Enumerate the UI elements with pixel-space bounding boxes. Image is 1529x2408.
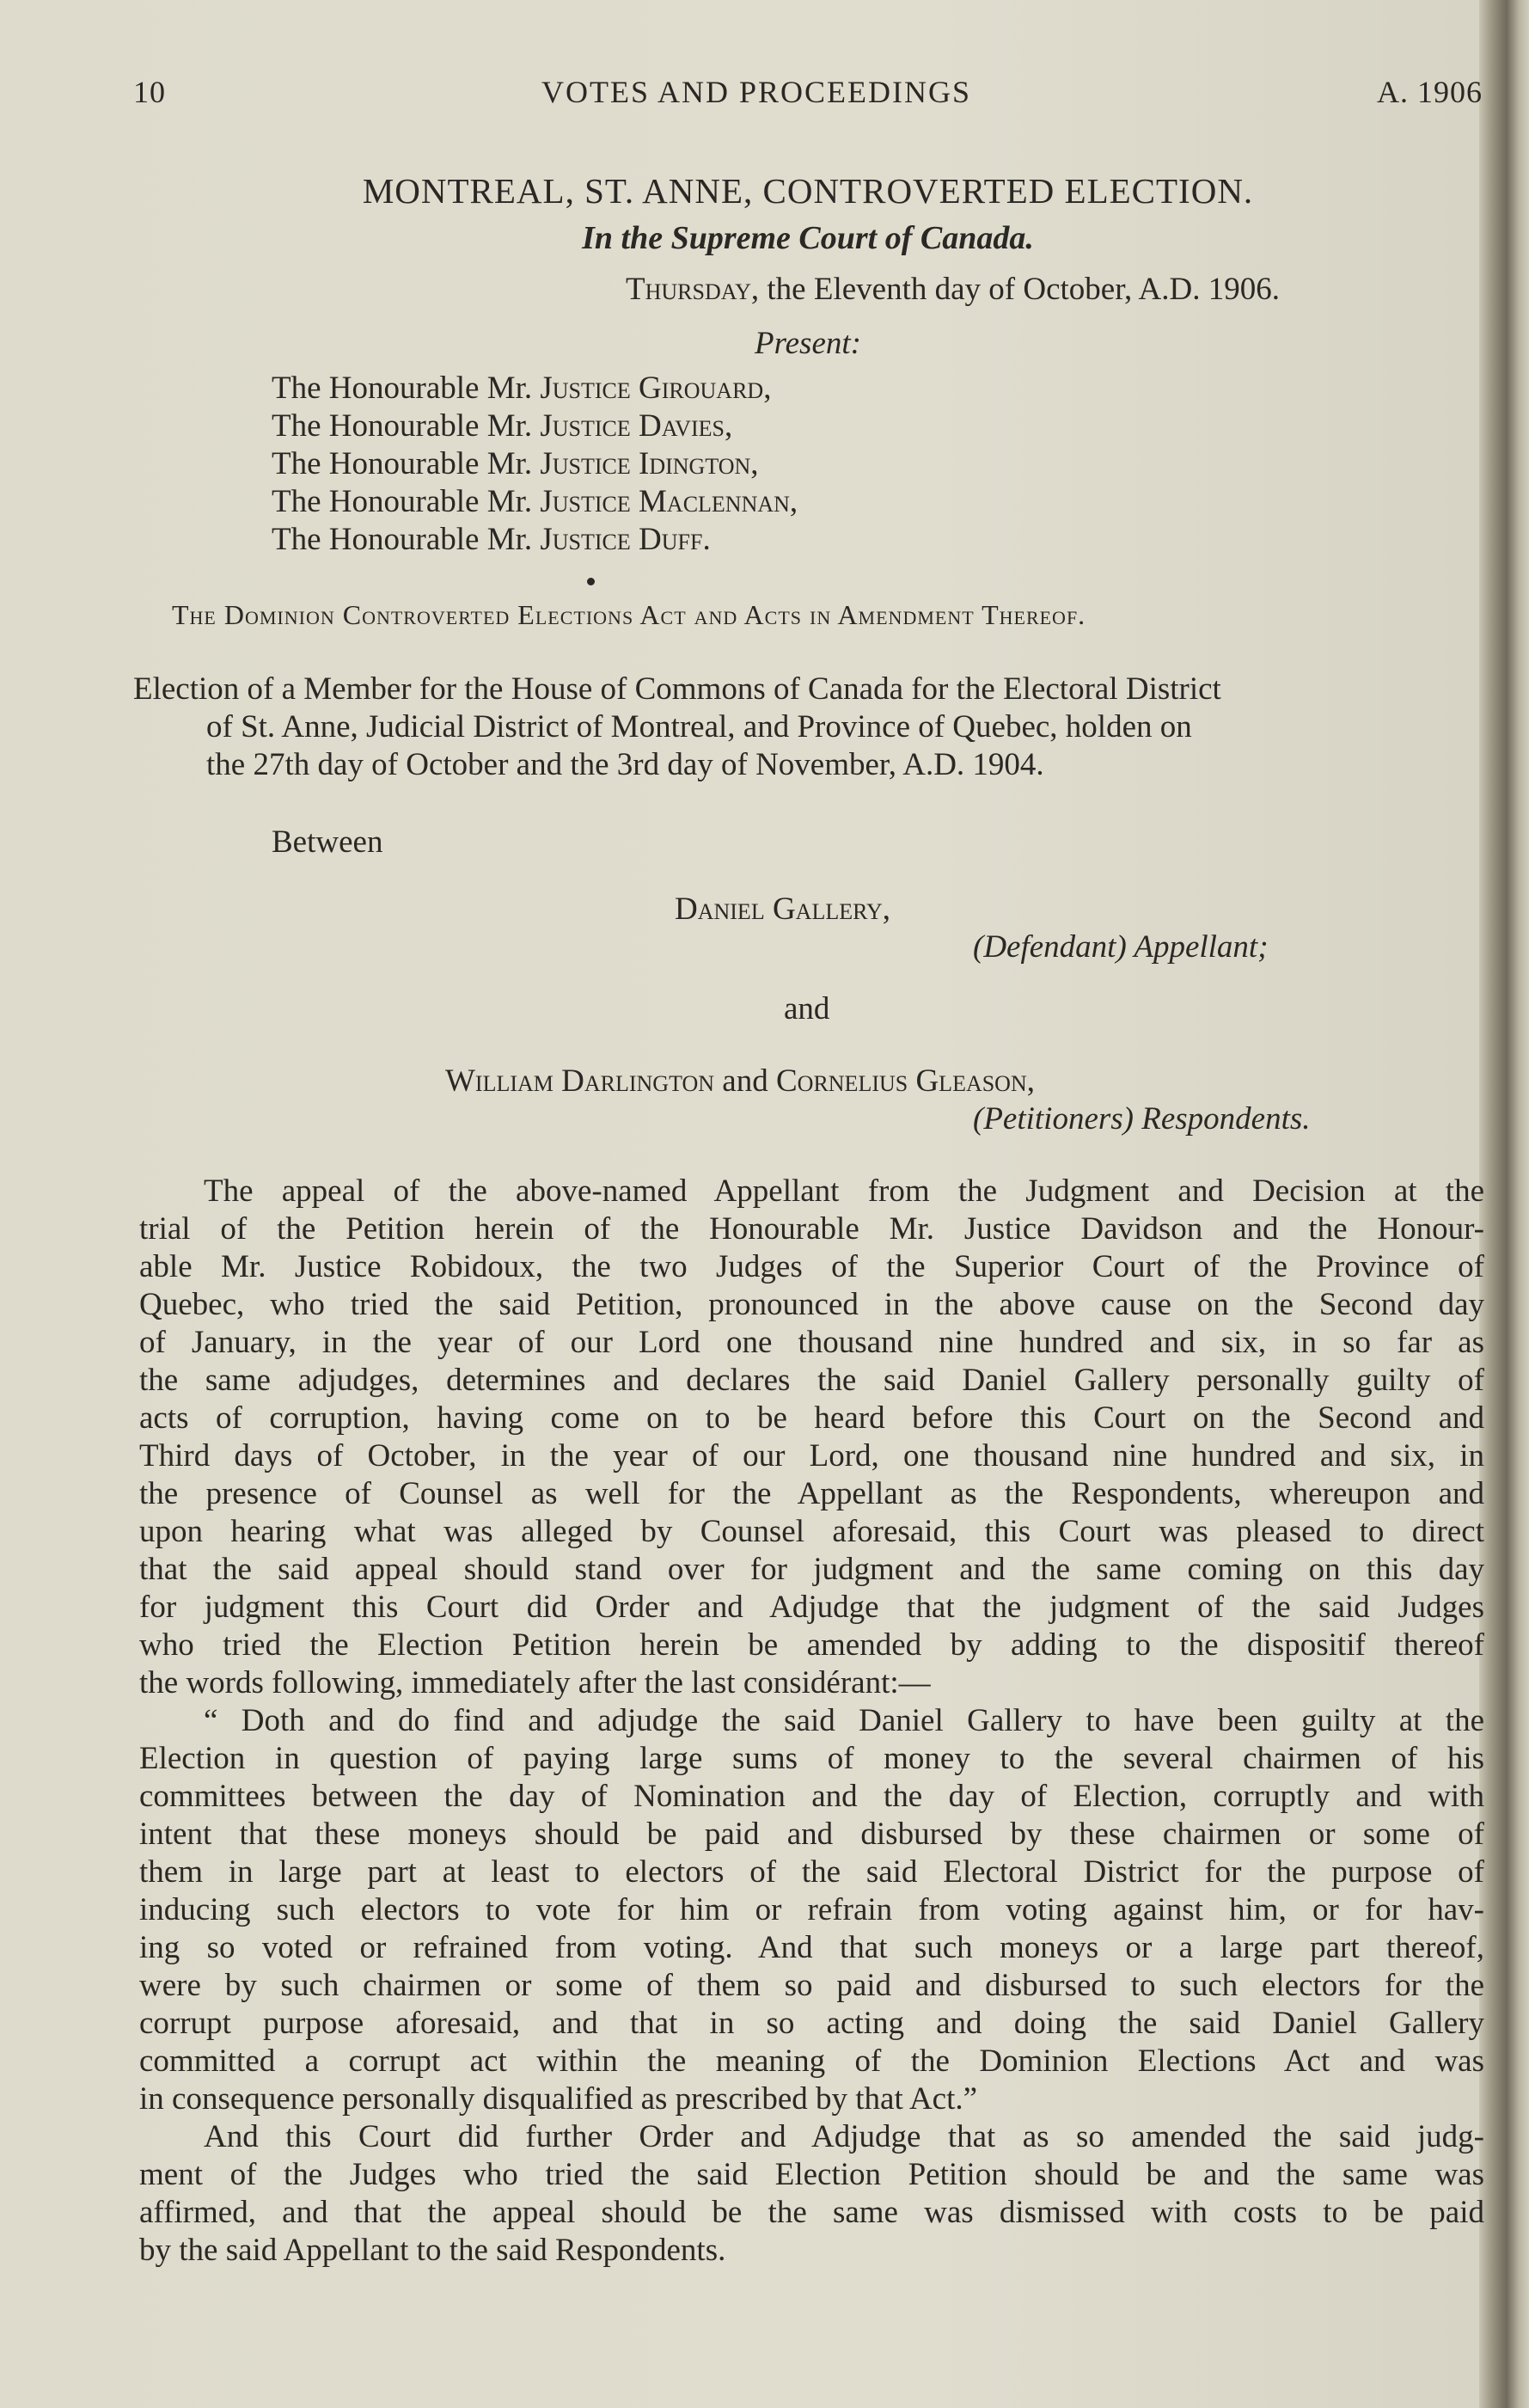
judge-line: The Honourable Mr. Justice Maclennan, [272,484,798,519]
judge-line: The Honourable Mr. Justice Idington, [272,446,759,481]
text-line: the same adjudges, determines and declares the said Daniel Gallery personally guilty of [139,1363,1484,1398]
text-line: acts of corruption, having come on to be heard before this Court on the Second and [139,1400,1484,1436]
judge-line: The Honourable Mr. Justice Duff. [272,522,711,557]
header-year: A. 1906 [1377,75,1483,109]
text-line: the words following, immediately after the last considérant:— [139,1665,931,1700]
respondent-joiner: and [714,1063,776,1099]
present-label: Present: [755,326,861,361]
text-line: committees between the day of Nomination and the day of Election, corruptly and with [139,1779,1484,1814]
election-line: of St. Anne, Judicial District of Montreal, and Province of Quebec, holden on [206,709,1192,744]
respondents-role: (Petitioners) Respondents. [973,1101,1311,1137]
page-number: 10 [133,75,166,109]
text-line: were by such chairmen or some of them so paid and disbursed to such electors for the [139,1968,1484,2003]
running-header [133,67,1483,119]
text-line: that the said appeal should stand over for judgment and the same coming on this day [139,1552,1484,1587]
act-heading: The Dominion Controverted Elections Act and Acts in Amendment Thereof. [172,599,1086,630]
judges-list [272,370,798,559]
text-line: for judgment this Court did Order and Adjudge that the judgment of the said Judges [139,1590,1484,1625]
bullet-dot [587,578,595,585]
text-line: the presence of Counsel as well for the Appellant as the Respondents, whereupon and [139,1476,1484,1511]
text-line: Quebec, who tried the said Petition, pronounced in the above cause on the Second day [139,1287,1484,1322]
text-line: ment of the Judges who tried the said Election Petition should be and the same was [139,2157,1484,2192]
between-label: Between [272,824,383,860]
text-line: them in large part at least to electors of the said Electoral District for the purpose of [139,1854,1484,1890]
sitting-day: Thursday [626,272,751,307]
respondent-name: William Darlington [445,1063,715,1099]
text-line: The appeal of the above-named Appellant from the Judgment and Decision at the [204,1173,1484,1209]
appellant-role: (Defendant) Appellant; [973,929,1269,965]
court-name: In the Supreme Court of Canada. [582,220,1034,256]
text-line: able Mr. Justice Robidoux, the two Judges of the Superior Court of the Province of [139,1249,1484,1284]
judge-line: The Honourable Mr. Justice Davies, [272,408,733,444]
text-line: trial of the Petition herein of the Honourable Mr. Justice Davidson and the Honour- [139,1211,1484,1247]
text-line: corrupt purpose aforesaid, and that in so acting and doing the said Daniel Gallery [139,2006,1484,2041]
text-line: And this Court did further Order and Adjudge that as so amended the said judg- [204,2119,1484,2154]
and-label: and [784,991,830,1026]
election-paragraph [133,671,1483,784]
book-gutter-shadow [1479,0,1529,2408]
text-line: Election in question of paying large sums of money to the several chairmen of his [139,1741,1484,1776]
text-line: who tried the Election Petition herein be amended by adding to the dispositif thereof [139,1627,1484,1663]
text-line: “ Doth and do find and adjudge the said Daniel Gallery to have been guilty at the [204,1703,1484,1738]
text-line: affirmed, and that the appeal should be the same was dismissed with costs to be paid [139,2195,1484,2230]
election-line: the 27th day of October and the 3rd day of November, A.D. 1904. [206,747,1044,782]
respondents-names [445,1063,1035,1100]
sitting-date-rest: , the Eleventh day of October, A.D. 1906. [750,272,1280,307]
text-line: Third days of October, in the year of our Lord, one thousand nine hundred and six, in [139,1438,1484,1474]
text-line: committed a corrupt act within the meaning of the Dominion Elections Act and was [139,2043,1484,2079]
sitting-date [626,271,1280,308]
section-title: MONTREAL, ST. ANNE, CONTROVERTED ELECTION. [362,171,1254,211]
text-line: by the said Appellant to the said Respondents. [139,2233,726,2268]
running-title: VOTES AND PROCEEDINGS [541,75,972,109]
text-line: upon hearing what was alleged by Counsel aforesaid, this Court was pleased to direct [139,1514,1484,1549]
text-line: inducing such electors to vote for him or refrain from voting against him, or for hav- [139,1892,1484,1927]
appellant-name: Daniel Gallery, [675,892,891,927]
judgment-text [139,1173,1484,2270]
text-line: intent that these moneys should be paid and disbursed by these chairmen or some of [139,1817,1484,1852]
text-line: in consequence personally disqualified as prescribed by that Act.” [139,2081,978,2117]
election-line: Election of a Member for the House of Commons of Canada for the Electoral District [133,671,1221,707]
respondent-name: Cornelius Gleason, [775,1063,1035,1099]
text-line: ing so voted or refrained from voting. And that such moneys or a large part thereof, [139,1930,1484,1965]
judge-line: The Honourable Mr. Justice Girouard, [272,371,772,406]
text-line: of January, in the year of our Lord one thousand nine hundred and six, in so far as [139,1325,1484,1360]
